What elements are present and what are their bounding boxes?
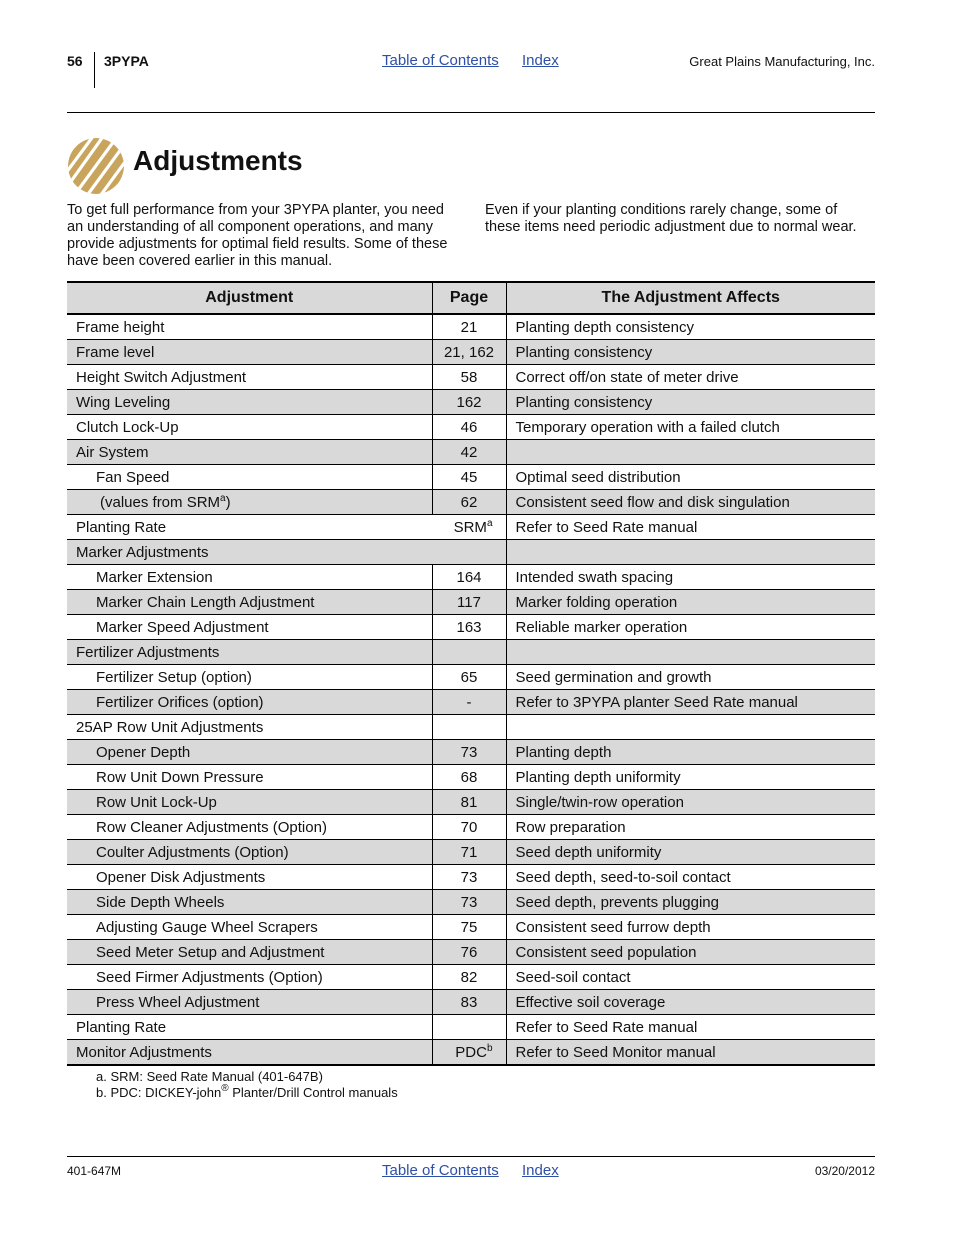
cell-page: 21 — [432, 314, 506, 340]
cell-page — [432, 1040, 506, 1066]
cell-adjustment: Opener Disk Adjustments — [67, 865, 432, 890]
cell-adjustment — [67, 490, 432, 515]
cell-affects: Reliable marker operation — [506, 615, 875, 640]
cell-adjustment: Frame height — [76, 318, 165, 336]
cell-page: 21, 162 — [432, 340, 506, 365]
cell-page: 73 — [432, 890, 506, 915]
footnote-b-suffix: Planter/Drill Control manuals — [228, 1085, 398, 1100]
cell-affects: Intended swath spacing — [506, 565, 875, 590]
cell-adjustment: Marker Speed Adjustment — [67, 615, 432, 640]
cell-page: 82 — [432, 965, 506, 990]
cell-affects — [506, 640, 875, 665]
cell-affects: Consistent seed flow and disk singulation — [506, 490, 875, 515]
cell-affects: Planting depth uniformity — [506, 765, 875, 790]
header-rule — [67, 112, 875, 113]
cell-adjustment: Adjusting Gauge Wheel Scrapers — [67, 915, 432, 940]
cell-affects: Refer to 3PYPA planter Seed Rate manual — [506, 690, 875, 715]
cell-affects: Planting consistency — [506, 390, 875, 415]
table-row — [67, 690, 875, 715]
cell-page — [432, 715, 506, 740]
cell-page: 163 — [432, 615, 506, 640]
page-number: 56 — [67, 53, 83, 69]
footnote-ref-a: a — [486, 517, 493, 529]
table-header-row — [67, 282, 875, 314]
table-row — [67, 440, 875, 465]
index-link-top[interactable]: Index — [522, 52, 559, 69]
cell-adjustment: Opener Depth — [67, 740, 432, 765]
index-link-bottom[interactable]: Index — [522, 1162, 559, 1179]
table-row — [67, 540, 875, 565]
table-row — [67, 865, 875, 890]
company-name: Great Plains Manufacturing, Inc. — [689, 54, 875, 69]
table-row — [67, 1040, 875, 1066]
table-row — [67, 565, 875, 590]
model-name: 3PYPA — [104, 53, 149, 69]
cell-page — [432, 1015, 506, 1040]
footnote-b — [96, 1085, 398, 1100]
table-row — [67, 965, 875, 990]
intro-text-right: Even if your planting conditions rarely change, some of these items need periodic adjustment due to normal wear. — [485, 202, 857, 235]
cell-affects: Refer to Seed Rate manual — [506, 515, 875, 540]
table-row — [67, 490, 875, 515]
cell-affects: Planting depth — [506, 740, 875, 765]
cell-page-text: PDC — [455, 1043, 487, 1061]
cell-page — [432, 540, 506, 565]
cell-adjustment: Seed Firmer Adjustments (Option) — [67, 965, 432, 990]
cell-page: 62 — [432, 490, 506, 515]
cell-adjustment: Height Switch Adjustment — [67, 365, 432, 390]
cell-page: 45 — [432, 465, 506, 490]
cell-adjustment-suffix: ) — [225, 493, 231, 511]
table-row — [67, 365, 875, 390]
table-row — [67, 515, 875, 540]
registered-mark: ® — [221, 1083, 229, 1094]
cell-page-text: SRM — [453, 518, 487, 536]
cell-page: 70 — [432, 815, 506, 840]
cell-affects: Consistent seed population — [506, 940, 875, 965]
cell-page — [432, 640, 506, 665]
cell-affects: Effective soil coverage — [506, 990, 875, 1015]
cell-adjustment: Fertilizer Adjustments — [67, 640, 432, 665]
cell-page: 162 — [432, 390, 506, 415]
table-row — [67, 940, 875, 965]
cell-page: 76 — [432, 940, 506, 965]
cell-adjustment: Marker Extension — [67, 565, 432, 590]
cell-adjustment: Air System — [67, 440, 432, 465]
cell-affects: Seed-soil contact — [506, 965, 875, 990]
cell-adjustment: Side Depth Wheels — [67, 890, 432, 915]
cell-adjustment: Planting Rate — [67, 1015, 432, 1040]
table-row — [67, 390, 875, 415]
cell-adjustment: Fan Speed — [67, 465, 432, 490]
cell-adjustment: Monitor Adjustments — [67, 1040, 432, 1066]
cell-adjustment: Fertilizer Setup (option) — [67, 665, 432, 690]
table-row — [67, 815, 875, 840]
table-row — [67, 665, 875, 690]
cell-page — [432, 515, 506, 540]
cell-page: 83 — [432, 990, 506, 1015]
table-row — [67, 415, 875, 440]
cell-adjustment: 25AP Row Unit Adjustments — [67, 715, 432, 740]
table-row — [67, 590, 875, 615]
cell-affects: Marker folding operation — [506, 590, 875, 615]
header-adjustment: Adjustment — [67, 282, 432, 314]
cell-affects: Seed depth, seed-to-soil contact — [506, 865, 875, 890]
document-number: 401-647M — [67, 1164, 122, 1178]
table-row — [67, 615, 875, 640]
footnote-ref-b: b — [486, 1042, 493, 1054]
cell-affects: Refer to Seed Monitor manual — [506, 1040, 875, 1066]
cell-adjustment: Fertilizer Orifices (option) — [67, 690, 432, 715]
cell-page: 46 — [432, 415, 506, 440]
table-row — [67, 890, 875, 915]
cell-adjustment: Planting Rate — [67, 515, 432, 540]
cell-affects — [506, 440, 875, 465]
cell-affects: Consistent seed furrow depth — [506, 915, 875, 940]
footer-rule — [67, 1156, 875, 1157]
table-row — [67, 340, 875, 365]
cell-adjustment: Wing Leveling — [67, 390, 432, 415]
cell-adjustment-text: (values from SRM — [100, 493, 221, 511]
cell-adjustment: Seed Meter Setup and Adjustment — [67, 940, 432, 965]
cell-affects: Single/twin-row operation — [506, 790, 875, 815]
publication-date: 03/20/2012 — [814, 1164, 875, 1178]
table-row — [67, 915, 875, 940]
table-row — [67, 1015, 875, 1040]
cell-adjustment: Row Cleaner Adjustments (Option) — [67, 815, 432, 840]
table-row — [67, 640, 875, 665]
header-page: Page — [432, 282, 506, 314]
cell-page: 164 — [432, 565, 506, 590]
cell-page: 73 — [432, 865, 506, 890]
cell-affects: Planting depth consistency — [506, 314, 875, 340]
footnote-ref-a: a — [220, 492, 226, 504]
cell-affects: Temporary operation with a failed clutch — [506, 415, 875, 440]
cell-page: 75 — [432, 915, 506, 940]
table-row — [67, 465, 875, 490]
header-divider — [94, 52, 95, 88]
cell-affects: Refer to Seed Rate manual — [506, 1015, 875, 1040]
cell-page: 68 — [432, 765, 506, 790]
cell-page: 71 — [432, 840, 506, 865]
table-row — [67, 740, 875, 765]
cell-affects: Seed depth uniformity — [506, 840, 875, 865]
section-title: Adjustments — [133, 145, 303, 176]
cell-affects — [506, 715, 875, 740]
adjustments-table — [67, 281, 875, 1066]
cell-adjustment: Marker Chain Length Adjustment — [67, 590, 432, 615]
cell-adjustment: Clutch Lock-Up — [67, 415, 432, 440]
table-row — [67, 990, 875, 1015]
footnote-a: a. SRM: Seed Rate Manual (401-647B) — [96, 1069, 323, 1084]
table-row — [67, 840, 875, 865]
intro-text-left: To get full performance from your 3PYPA planter, you need an understanding of all component operations, and many provide adjustments for optimal field results. Some of these have been covered earlier in this manual. — [67, 202, 448, 269]
cell-adjustment: Row Unit Lock-Up — [67, 790, 432, 815]
cell-page: 81 — [432, 790, 506, 815]
cell-page: 117 — [432, 590, 506, 615]
cell-page: - — [432, 690, 506, 715]
cell-page: 73 — [432, 740, 506, 765]
footnote-b-text: b. PDC: DICKEY-john — [96, 1085, 222, 1100]
header-affects: The Adjustment Affects — [506, 282, 875, 314]
toc-link-top[interactable]: Table of Contents — [382, 52, 499, 69]
cell-adjustment: Row Unit Down Pressure — [67, 765, 432, 790]
table-row — [67, 765, 875, 790]
cell-page: 42 — [432, 440, 506, 465]
cell-affects — [506, 540, 875, 565]
cell-adjustment: Marker Adjustments — [67, 540, 432, 565]
table-row — [67, 715, 875, 740]
table-row — [67, 790, 875, 815]
cell-page: 58 — [432, 365, 506, 390]
cell-affects: Seed depth, prevents plugging — [506, 890, 875, 915]
toc-link-bottom[interactable]: Table of Contents — [382, 1162, 499, 1179]
cell-affects: Row preparation — [506, 815, 875, 840]
section-logo-icon — [67, 137, 125, 195]
cell-affects: Optimal seed distribution — [506, 465, 875, 490]
cell-affects: Seed germination and growth — [506, 665, 875, 690]
cell-adjustment: Coulter Adjustments (Option) — [67, 840, 432, 865]
cell-page: 65 — [432, 665, 506, 690]
cell-adjustment: Frame level — [67, 340, 432, 365]
cell-affects: Correct off/on state of meter drive — [506, 365, 875, 390]
cell-affects: Planting consistency — [506, 340, 875, 365]
cell-adjustment: Press Wheel Adjustment — [67, 990, 432, 1015]
table-row — [67, 314, 875, 340]
